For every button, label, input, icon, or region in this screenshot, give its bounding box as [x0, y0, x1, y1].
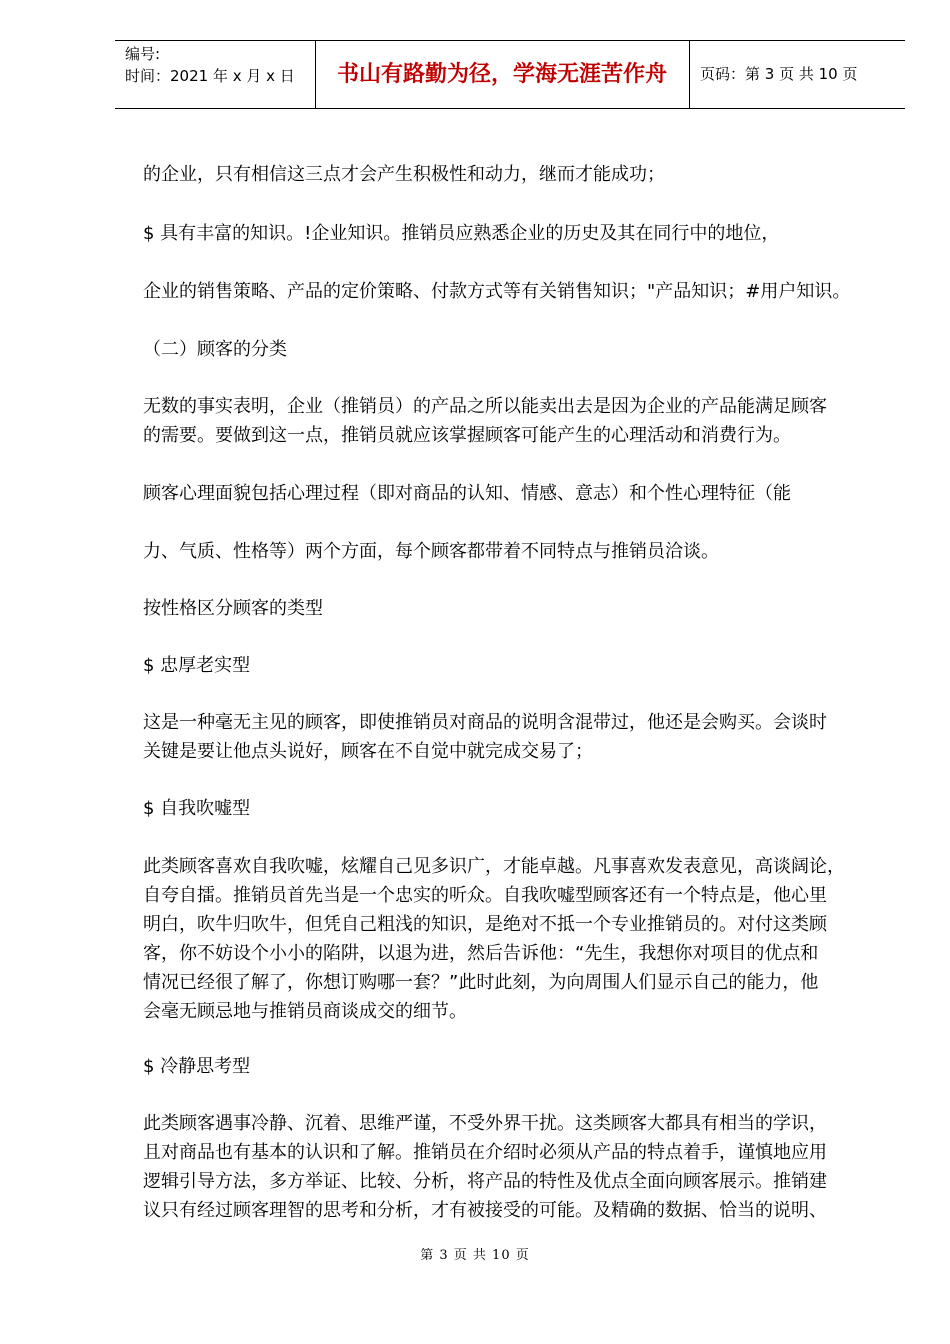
paragraph — [143, 277, 883, 306]
header-divider-right — [689, 41, 690, 108]
list-item — [143, 651, 883, 680]
paragraph-line: 这是一种毫无主见的顾客，即使推销员对商品的说明含混带过，他还是会购买。会谈时 — [143, 712, 827, 733]
paragraph — [143, 479, 883, 508]
paragraph — [143, 537, 883, 566]
header-motto: 书山有路勤为径，学海无涯苦作舟 — [336, 61, 667, 87]
paragraph — [143, 1109, 883, 1225]
page-header — [115, 40, 905, 109]
paragraph — [143, 392, 883, 450]
paragraph-line: 客，你不妨设个小小的陷阱，以退为进，然后告诉他：“先生，我想你对项目的优点和 — [143, 943, 819, 964]
paragraph-line: $ 具有丰富的知识。!企业知识。推销员应熟悉企业的历史及其在同行中的地位， — [143, 223, 780, 244]
paragraph-line: 此类顾客喜欢自我吹嘘，炫耀自己见多识广，才能卓越。凡事喜欢发表意见，高谈阔论， — [143, 856, 845, 877]
list-item — [143, 1052, 883, 1081]
document-time-label: 时间：2021 年 x 月 x 日 — [125, 67, 295, 85]
paragraph — [143, 852, 883, 1026]
paragraph-line: 的企业，只有相信这三点才会产生积极性和动力，继而才能成功； — [143, 164, 665, 185]
paragraph-line: $ 自我吹嘘型 — [143, 798, 251, 819]
paragraph-line: 无数的事实表明，企业（推销员）的产品之所以能卖出去是因为企业的产品能满足顾客 — [143, 396, 827, 417]
paragraph — [143, 219, 883, 248]
list-item — [143, 794, 883, 823]
paragraph-line: 按性格区分顾客的类型 — [143, 598, 323, 619]
paragraph-line: 顾客心理面貌包括心理过程（即对商品的认知、情感、意志）和个性心理特征（能 — [143, 483, 791, 504]
page-footer: 第 3 页 共 10 页 — [420, 1248, 530, 1263]
header-meta — [125, 43, 295, 87]
paragraph-line: 的需要。要做到这一点，推销员就应该掌握顾客可能产生的心理活动和消费行为。 — [143, 425, 791, 446]
section-heading — [143, 335, 883, 364]
paragraph-line: 此类顾客遇事冷静、沉着、思维严谨，不受外界干扰。这类顾客大都具有相当的学识， — [143, 1113, 827, 1134]
paragraph-line: $ 冷静思考型 — [143, 1056, 251, 1077]
paragraph-line: 企业的销售策略、产品的定价策略、付款方式等有关销售知识；"产品知识；#用户知识。 — [143, 281, 851, 302]
paragraph-line: （二）顾客的分类 — [143, 339, 287, 360]
paragraph-line: 关键是要让他点头说好，顾客在不自觉中就完成交易了； — [143, 741, 593, 762]
paragraph-line: 议只有经过顾客理智的思考和分析，才有被接受的可能。及精确的数据、恰当的说明、 — [143, 1200, 827, 1221]
paragraph-line: 自夸自擂。推销员首先当是一个忠实的听众。自我吹嘘型顾客还有一个特点是，他心里 — [143, 885, 827, 906]
paragraph-line: 会毫无顾忌地与推销员商谈成交的细节。 — [143, 1001, 467, 1022]
paragraph-line: 且对商品也有基本的认识和了解。推销员在介绍时必须从产品的特点着手，谨慎地应用 — [143, 1142, 827, 1163]
paragraph-line: 力、气质、性格等）两个方面，每个顾客都带着不同特点与推销员洽谈。 — [143, 541, 719, 562]
paragraph-line: $ 忠厚老实型 — [143, 655, 251, 676]
paragraph — [143, 708, 883, 766]
paragraph-line: 明白，吹牛归吹牛，但凭自己粗浅的知识，是绝对不抵一个专业推销员的。对付这类顾 — [143, 914, 827, 935]
document-number-label: 编号: — [125, 45, 161, 63]
paragraph-line: 逻辑引导方法，多方举证、比较、分析，将产品的特性及优点全面向顾客展示。推销建 — [143, 1171, 827, 1192]
paragraph — [143, 594, 883, 623]
paragraph-line: 情况已经很了解了，你想订购哪一套？”此时此刻，为向周围人们显示自己的能力，他 — [143, 972, 819, 993]
paragraph — [143, 160, 883, 189]
header-page-info: 页码：第 3 页 共 10 页 — [700, 65, 858, 83]
